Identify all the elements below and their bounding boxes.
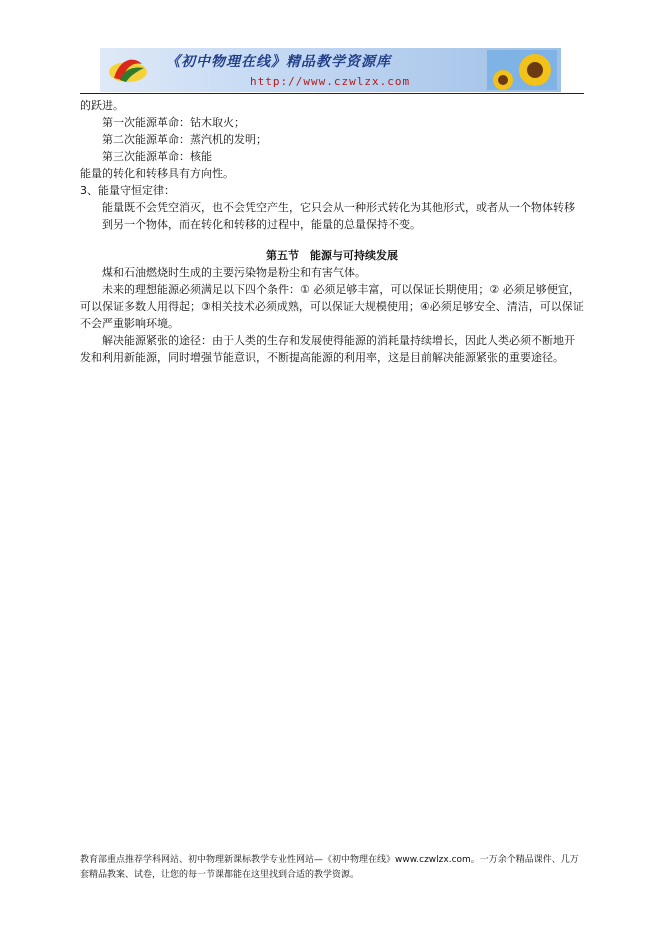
solution-text: 解决能源紧张的途径：由于人类的生存和发展使得能源的消耗量持续增长，因此人类必须不断地开发和利用新能源，同时增强节能意识，不断提高能源的利用率，这是目前解决能源紧张的重要途径。	[80, 334, 575, 364]
law-heading: 3、能量守恒定律：	[80, 184, 175, 197]
header-rule	[80, 93, 584, 94]
pollutants-text: 煤和石油燃烧时生成的主要污染物是粉尘和有害气体。	[102, 266, 366, 279]
revolution-item-3: 第三次能源革命：核能	[102, 150, 212, 163]
law-text: 能量既不会凭空消灭，也不会凭空产生，它只会从一种形式转化为其他形式，或者从一个物体转移到另一个物体，而在转化和转移的过程中，能量的总量保持不变。	[102, 201, 575, 231]
sunflower-icon	[487, 50, 557, 90]
revolution-item-2: 第二次能源革命：蒸汽机的发明；	[102, 133, 267, 146]
footer-text: 教育部重点推荐学科网站、初中物理新课标教学专业性网站—《初中物理在线》www.czwlzx.com。一万余个精品课件、几万套精品教案、试卷，让您的每一节课都能在这里找到合适的教学资源。	[80, 855, 579, 880]
section-title: 第五节 能源与可持续发展	[266, 249, 398, 262]
header-banner	[100, 48, 561, 92]
banner-url[interactable]: http://www.czwlzx.com	[250, 75, 411, 88]
ideal-energy-text: 未来的理想能源必须满足以下四个条件：① 必须足够丰富，可以保证长期使用；② 必须足够便宜，可以保证多数人用得起；③相关技术必须成熟，可以保证大规模使用；④必须足够安全、清洁，可以保证不会严重影响环境。	[80, 283, 584, 330]
logo-swirl-icon	[106, 54, 150, 86]
directionality-text: 能量的转化和转移具有方向性。	[80, 167, 234, 180]
banner-title: 《初中物理在线》精品教学资源库	[166, 54, 391, 70]
text-line: 的跃进。	[80, 99, 124, 112]
document-body	[80, 97, 584, 366]
revolution-item-1: 第一次能源革命：钻木取火；	[102, 116, 245, 129]
